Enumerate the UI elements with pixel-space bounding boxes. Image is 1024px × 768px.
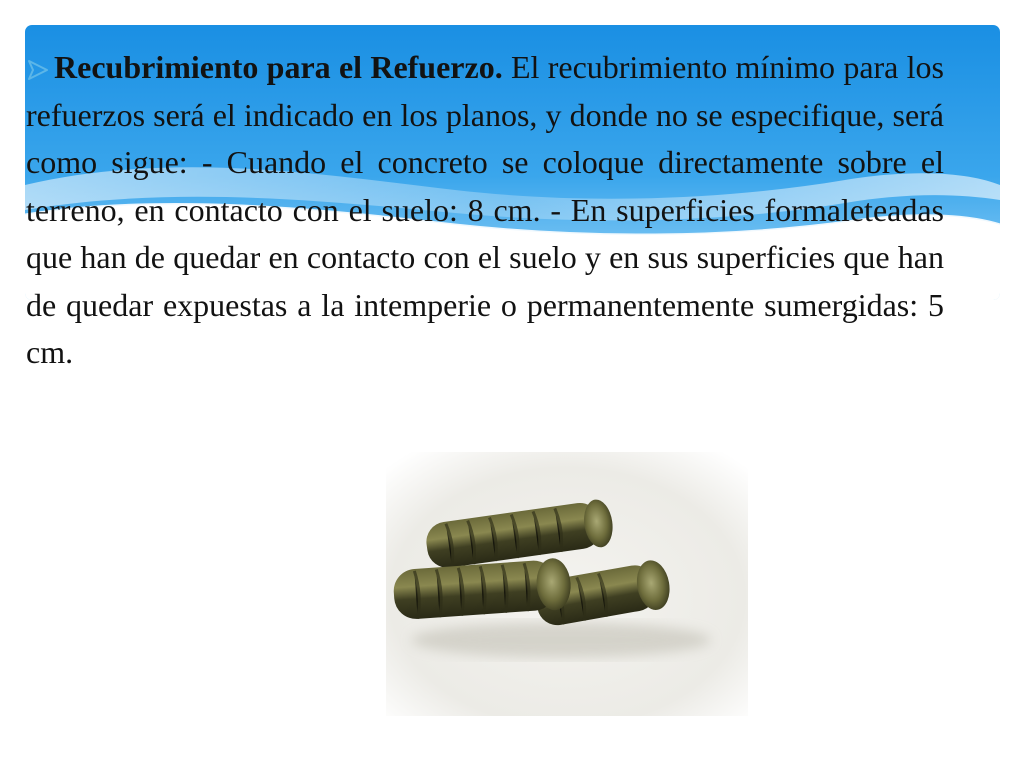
rebar-photo — [386, 452, 748, 716]
lead-heading: Recubrimiento para el Refuerzo. — [54, 49, 503, 85]
body-paragraph — [26, 44, 944, 377]
body-text: El recubrimiento mínimo para los refuerzos será el indicado en los planos, y donde no se especifique, será como sigue: - Cuando el concreto se coloque directamente sobre el terreno, en contacto con el suelo: 8 cm. - En superficies formaleteadas que han de quedar en contacto con el suelo y en sus superficies que han de quedar expuestas a la intemperie o permanentemente sumergidas: 5 cm. — [26, 49, 945, 370]
triangle-arrow-bullet-icon — [26, 44, 54, 92]
